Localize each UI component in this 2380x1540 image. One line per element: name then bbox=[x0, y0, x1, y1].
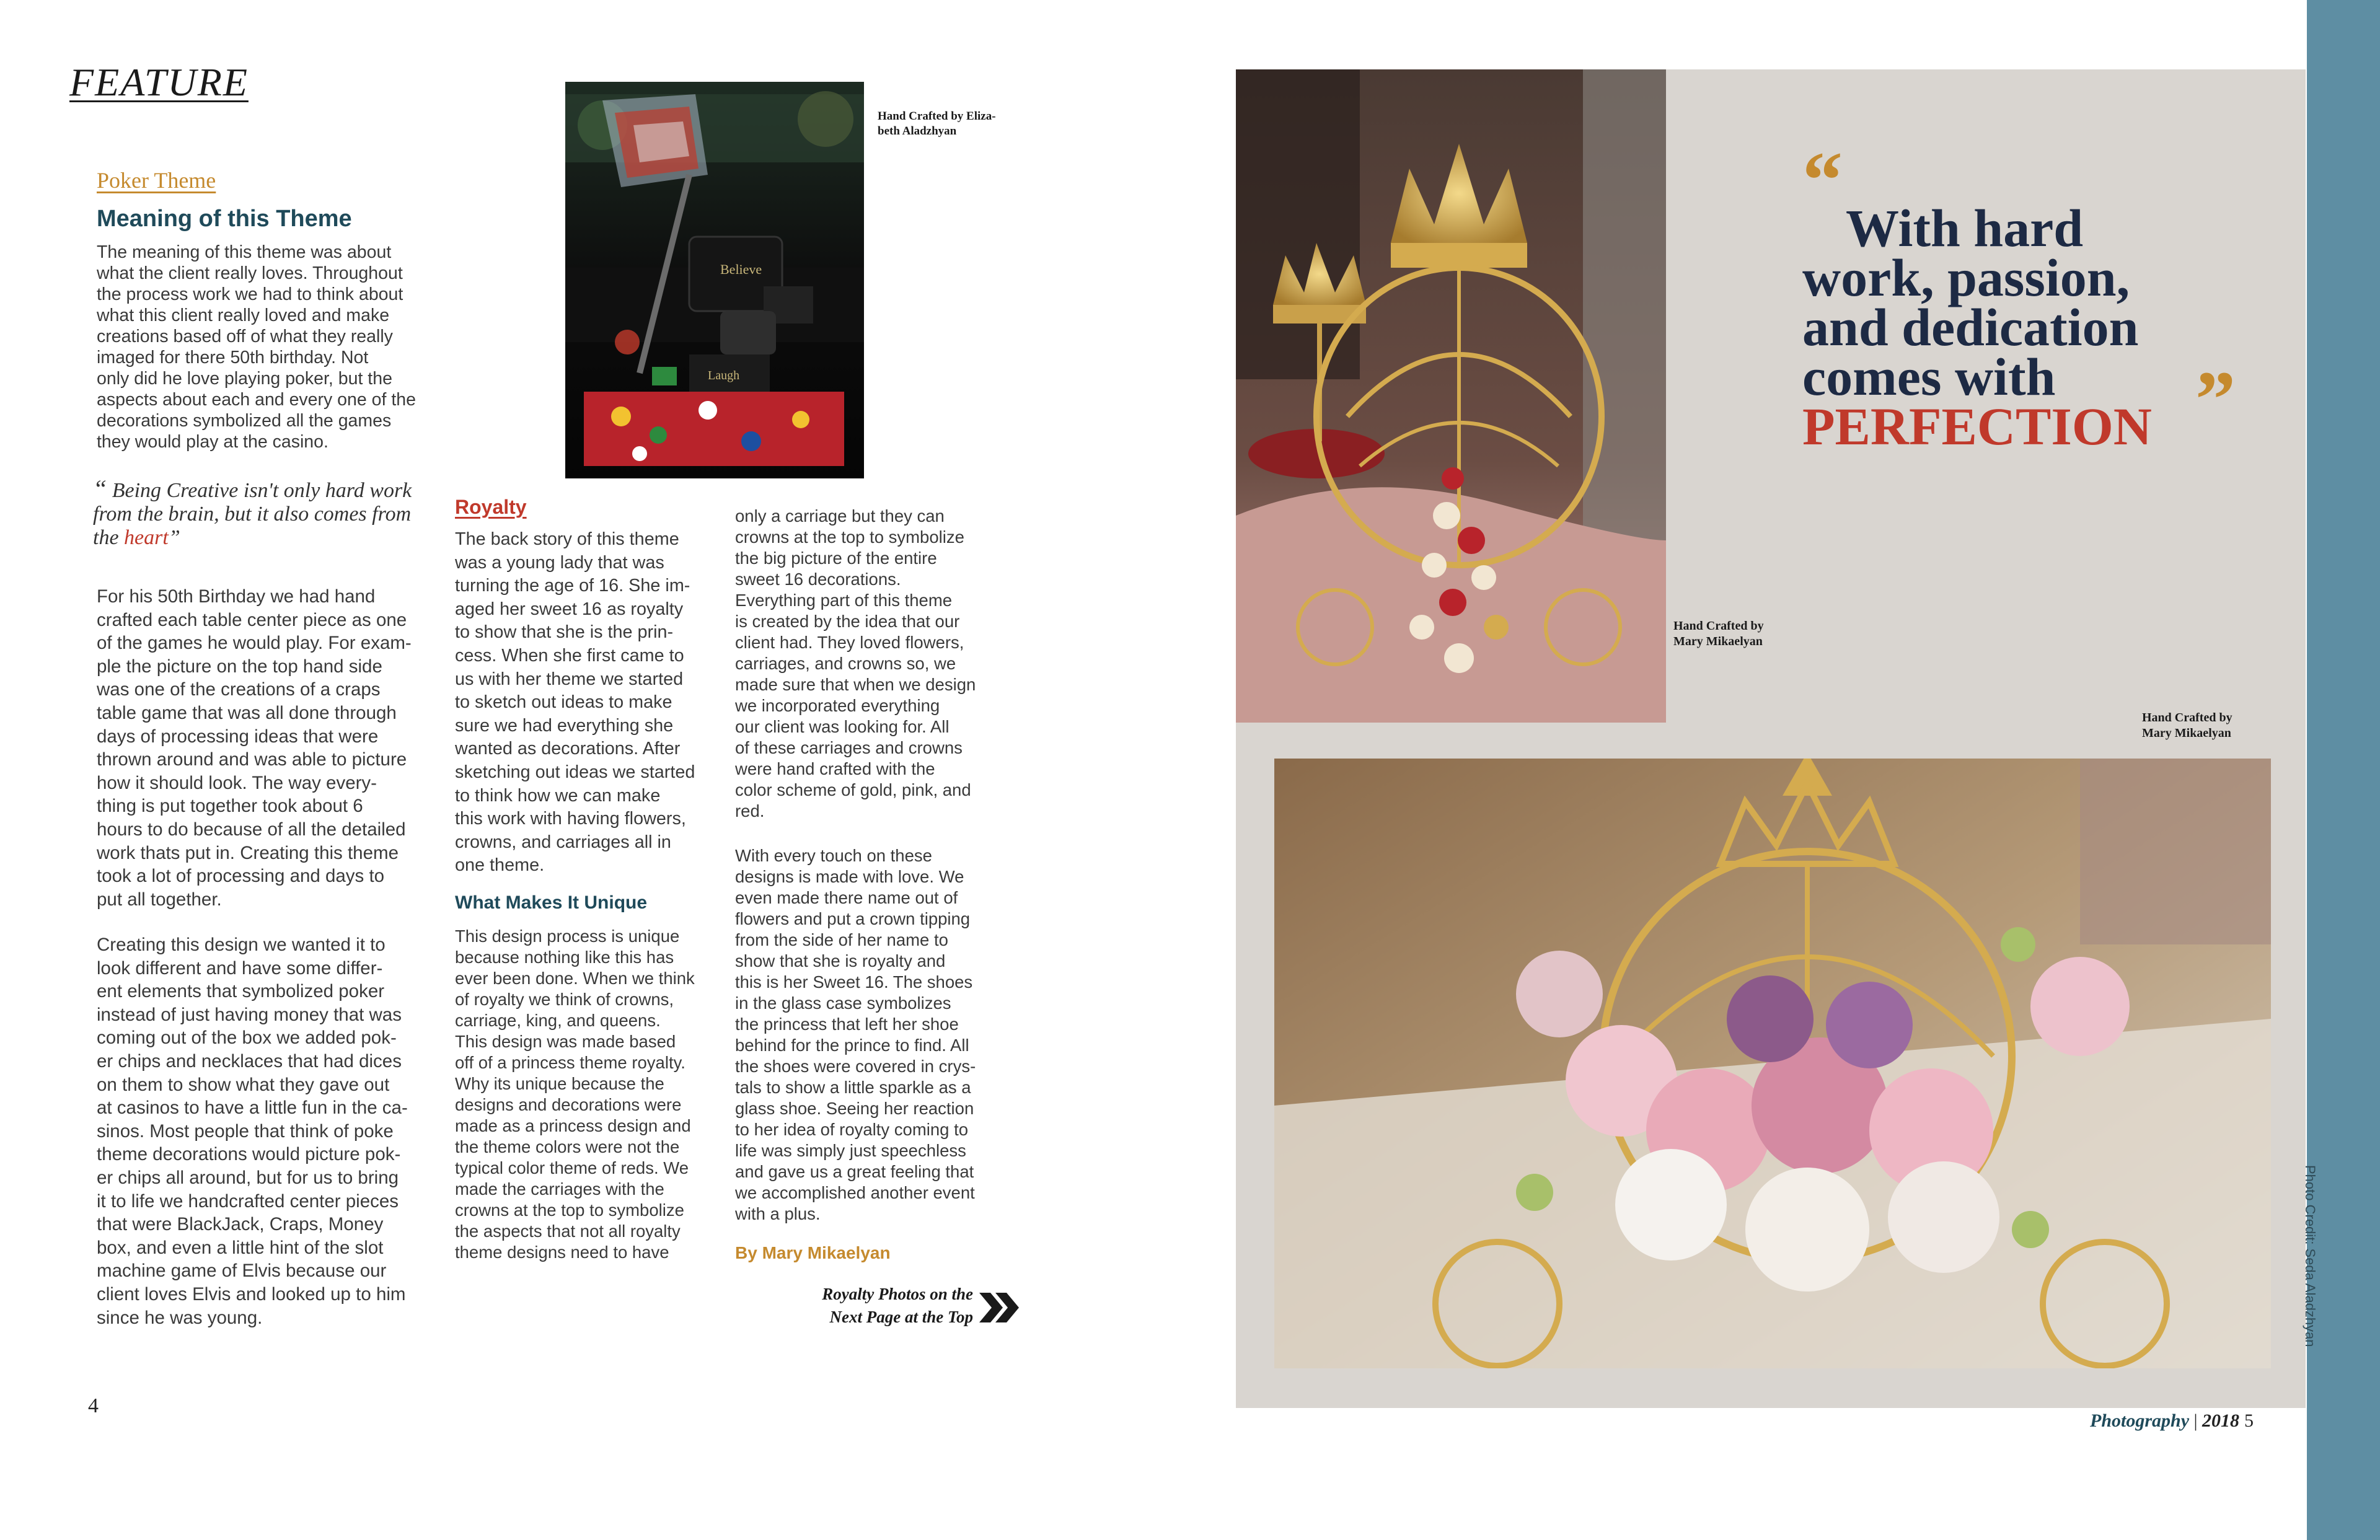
svg-text:Believe: Believe bbox=[720, 262, 762, 277]
photo-credit: Photo Credit: Seda Aladzhyan bbox=[2303, 1165, 2318, 1347]
magazine-footer bbox=[2090, 1410, 2254, 1432]
royalty-continued-paragraph: only a carriage but they can crowns at the top to symbolize the big picture of the entire sweet 16 decorations. Everything part of this theme is created by the idea that our client had. They loved flowers, carriages, and crowns so, we made sure that when we design we incorporated everything our client was looking for. All of these carriages and crowns were hand crafted with the color scheme of gold, pink, and red. bbox=[735, 506, 976, 821]
page-number-right: 5 bbox=[2244, 1410, 2254, 1431]
pull-quote bbox=[93, 477, 428, 550]
quote-open-mark: “ bbox=[1802, 136, 1843, 225]
pull-quote-text: Being Creative isn't only hard work from the brain, but it also comes from the bbox=[93, 479, 412, 549]
meaning-paragraph: The meaning of this theme was about what the client really loves. Throughout the process work we had to think about what this client really loved and make creations based off of what they really imaged for there 50th birthday. Not only did he love playing poker, but the aspects about each and every one of the decorations symbolized all the games they would play at the casino. bbox=[97, 242, 416, 452]
feature-quote-rest: work, passion, and dedication comes with bbox=[1802, 248, 2139, 407]
poker-theme-heading: Poker Theme bbox=[97, 168, 216, 193]
meaning-heading: Meaning of this Theme bbox=[97, 206, 352, 232]
quote-close-mark: ” bbox=[2195, 355, 2236, 444]
flower-carriage-illustration bbox=[1274, 759, 2271, 1368]
double-chevron-right-icon bbox=[978, 1289, 1021, 1326]
royalty-paragraph: The back story of this theme was a young lady that was turning the age of 16. She im- aged her sweet 16 as royalty to show that she is the prin- cess. When she first came to us with her theme we started to sketch out ideas to make sure we had everything she wanted as decorations. After sketching out ideas we started to think how we can make this work with having flowers, crowns, and carriages all in one theme. bbox=[455, 529, 695, 876]
birthday-paragraph: For his 50th Birthday we had hand crafted each table center piece as one of the games he would play. For exam- ple the picture on the top hand side was one of the creations of a craps table game that was all done through days of processing ideas that were thrown around and was able to picture how it should look. The way every- thing is put together took about 6 hours to do because of all the detailed work thats put in. Creating this theme took a lot of processing and days to put all together. bbox=[97, 586, 412, 910]
footer-year: 2018 bbox=[2202, 1410, 2240, 1431]
section-label: FEATURE bbox=[69, 60, 249, 104]
pull-quote-close-mark: ” bbox=[168, 526, 180, 549]
poker-photo-caption: Hand Crafted by Eliza- beth Aladzhyan bbox=[878, 110, 996, 138]
love-touch-paragraph: With every touch on these designs is made with love. We even made there name out of flowers and put a crown tipping from the side of her name to show that she is royalty and this is her Sweet 16. The shoes in the glass case symbolizes the princess that left her shoe behind for the prince to find. All the shoes were covered in crys- tals to show a little sparkle as a glass shoe. Seeing her reaction to her idea of royalty coming to life was simply just speechless and gave us a great feeling that we accomplished another event with a plus. bbox=[735, 846, 976, 1223]
author-byline: By Mary Mikaelyan bbox=[735, 1243, 891, 1262]
crowns-carriage-illustration bbox=[1236, 69, 1666, 723]
footer-separator: | bbox=[2189, 1410, 2203, 1431]
next-page-note: Royalty Photos on the Next Page at the Top bbox=[822, 1285, 973, 1326]
unique-heading: What Makes It Unique bbox=[455, 892, 648, 913]
pull-quote-highlight: heart bbox=[124, 526, 169, 549]
poker-centerpiece-illustration bbox=[565, 82, 864, 478]
crowns-carriage-photo bbox=[1236, 69, 1666, 723]
feature-quote-line1: With hard bbox=[1846, 198, 2084, 258]
royalty-heading: Royalty bbox=[455, 496, 527, 518]
poker-centerpiece-photo bbox=[565, 82, 864, 478]
footer-magazine-name: Photography bbox=[2090, 1410, 2190, 1431]
page-number-left: 4 bbox=[88, 1394, 99, 1417]
flower-carriage-photo bbox=[1274, 759, 2271, 1368]
pull-quote-open-mark: “ bbox=[93, 475, 107, 503]
creating-design-paragraph: Creating this design we wanted it to look different and have some differ- ent elements that symbolized poker instead of just having money that was coming out of the box we added pok- er chips and necklaces that had dices on them to show what they gave out at casinos to have a little fun in the ca- sinos. Most people that think of poke theme decorations would picture pok- er chips all around, but for us to bring it to life we handcrafted center pieces that were BlackJack, Craps, Money box, and even a little hint of the slot machine game of Elvis because our client loves Elvis and looked up to him since he was young. bbox=[97, 935, 408, 1328]
unique-paragraph: This design process is unique because nothing like this has ever been done. When we think of royalty we think of crowns, carriage, king, and queens. This design was made based off of a princess theme royalty. Why its unique because the designs and decorations were made as a princess design and the theme colors were not the typical color theme of reds. We made the carriages with the crowns at the top to symbolize the aspects that not all royalty theme designs need to have bbox=[455, 926, 695, 1262]
feature-quote-highlight: PERFECTION bbox=[1802, 397, 2152, 456]
crowns-photo-caption: Hand Crafted by Mary Mikaelyan bbox=[1673, 619, 1764, 648]
svg-text:Laugh: Laugh bbox=[708, 369, 740, 382]
flowers-photo-caption: Hand Crafted by Mary Mikaelyan bbox=[2142, 711, 2232, 740]
